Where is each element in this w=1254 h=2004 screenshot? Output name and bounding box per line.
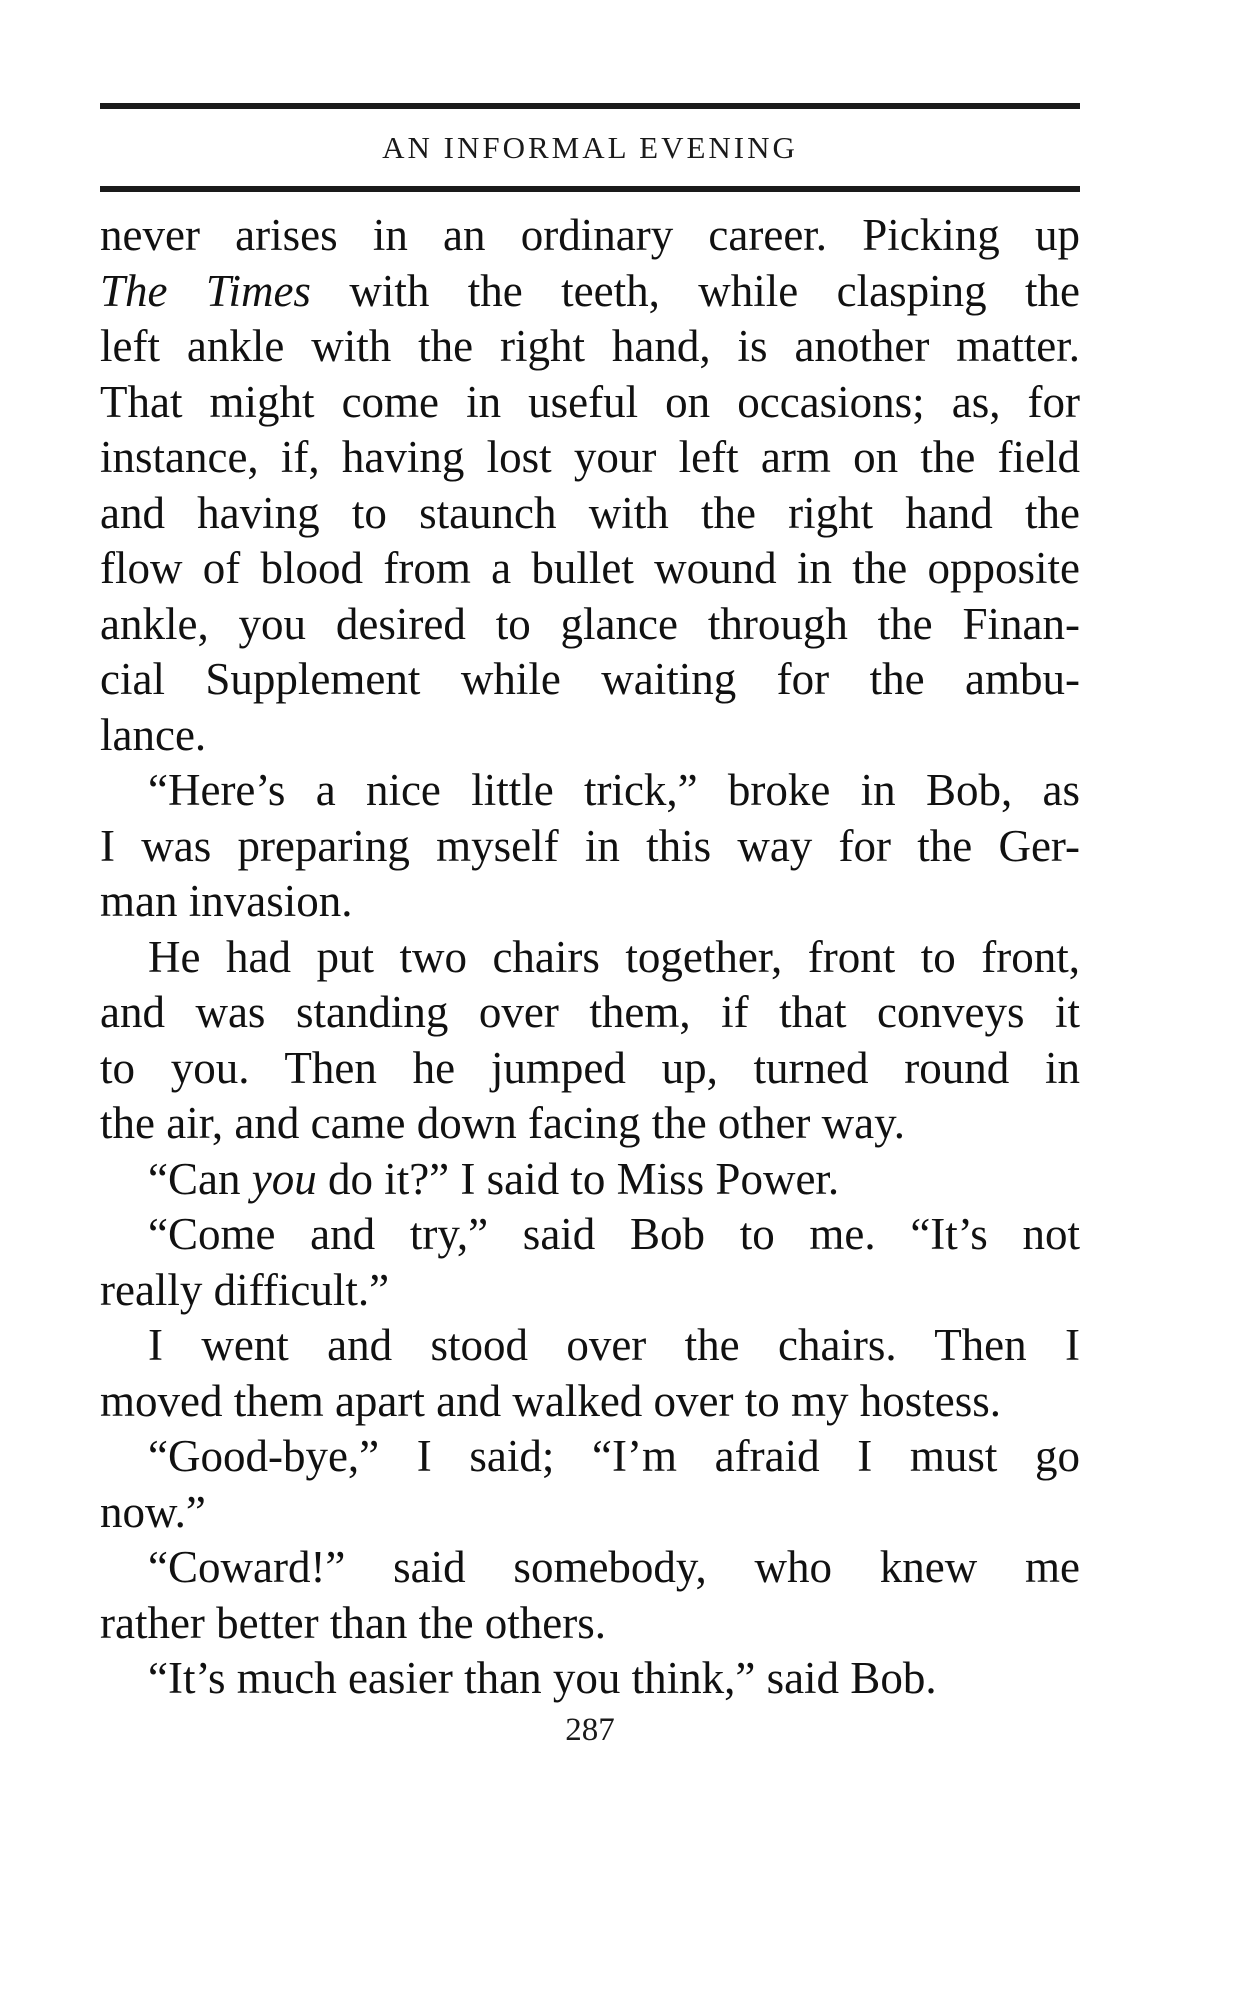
text-line: to you. Then he jumped up, turned round in <box>100 1042 1080 1093</box>
text-line: “Can you do it?” I said to Miss Power. <box>148 1153 840 1204</box>
text-line: He had put two chairs together, front to front, <box>148 931 1080 982</box>
text-line: I went and stood over the chairs. Then I <box>148 1320 1080 1370</box>
text-line: really difficult.” <box>100 1264 390 1315</box>
text-line: “It’s much easier than you think,” said Bob. <box>148 1653 937 1703</box>
text-line: and was standing over them, if that conveys it <box>100 987 1080 1037</box>
text-line: “Here’s a nice little trick,” broke in Bob, as <box>148 765 1080 815</box>
text-line: rather better than the others. <box>100 1597 607 1648</box>
header-rule-bottom <box>100 186 1080 192</box>
text-line: never arises in an ordinary career. Picking up <box>100 210 1080 260</box>
italic-title: The Times <box>100 265 311 316</box>
text-line: man invasion. <box>100 876 353 926</box>
text-line: “Coward!” said somebody, who knew me <box>148 1542 1080 1592</box>
text-line: lance. <box>100 709 207 760</box>
text-line: left ankle with the right hand, is another matter. <box>100 321 1080 371</box>
text-line: “Come and try,” said Bob to me. “It’s not <box>148 1209 1080 1259</box>
text-line: and having to staunch with the right hand the <box>100 487 1080 538</box>
text-line: cial Supplement while waiting for the ambu- <box>100 654 1080 704</box>
text-line: “Good-bye,” I said; “I’m afraid I must go <box>148 1431 1080 1481</box>
header-rule-top <box>100 103 1080 109</box>
running-head: AN INFORMAL EVENING <box>382 130 798 165</box>
italic-word: you <box>251 1153 317 1204</box>
body-text <box>100 208 1080 1707</box>
text-line: flow of blood from a bullet wound in the opposite <box>100 543 1080 593</box>
text-line: moved them apart and walked over to my hostess. <box>100 1375 1002 1426</box>
text-line: ankle, you desired to glance through the Finan- <box>100 598 1080 649</box>
text-line: instance, if, having lost your left arm on the field <box>100 432 1080 482</box>
page-number: 287 <box>565 1712 615 1748</box>
text-line: now.” <box>100 1486 206 1537</box>
text-line: the air, and came down facing the other way. <box>100 1098 905 1148</box>
text-line: The Times with the teeth, while clasping the <box>100 265 1081 316</box>
text-line: That might come in useful on occasions; as, for <box>100 376 1080 427</box>
text-line: I was preparing myself in this way for the Ger- <box>100 820 1080 871</box>
